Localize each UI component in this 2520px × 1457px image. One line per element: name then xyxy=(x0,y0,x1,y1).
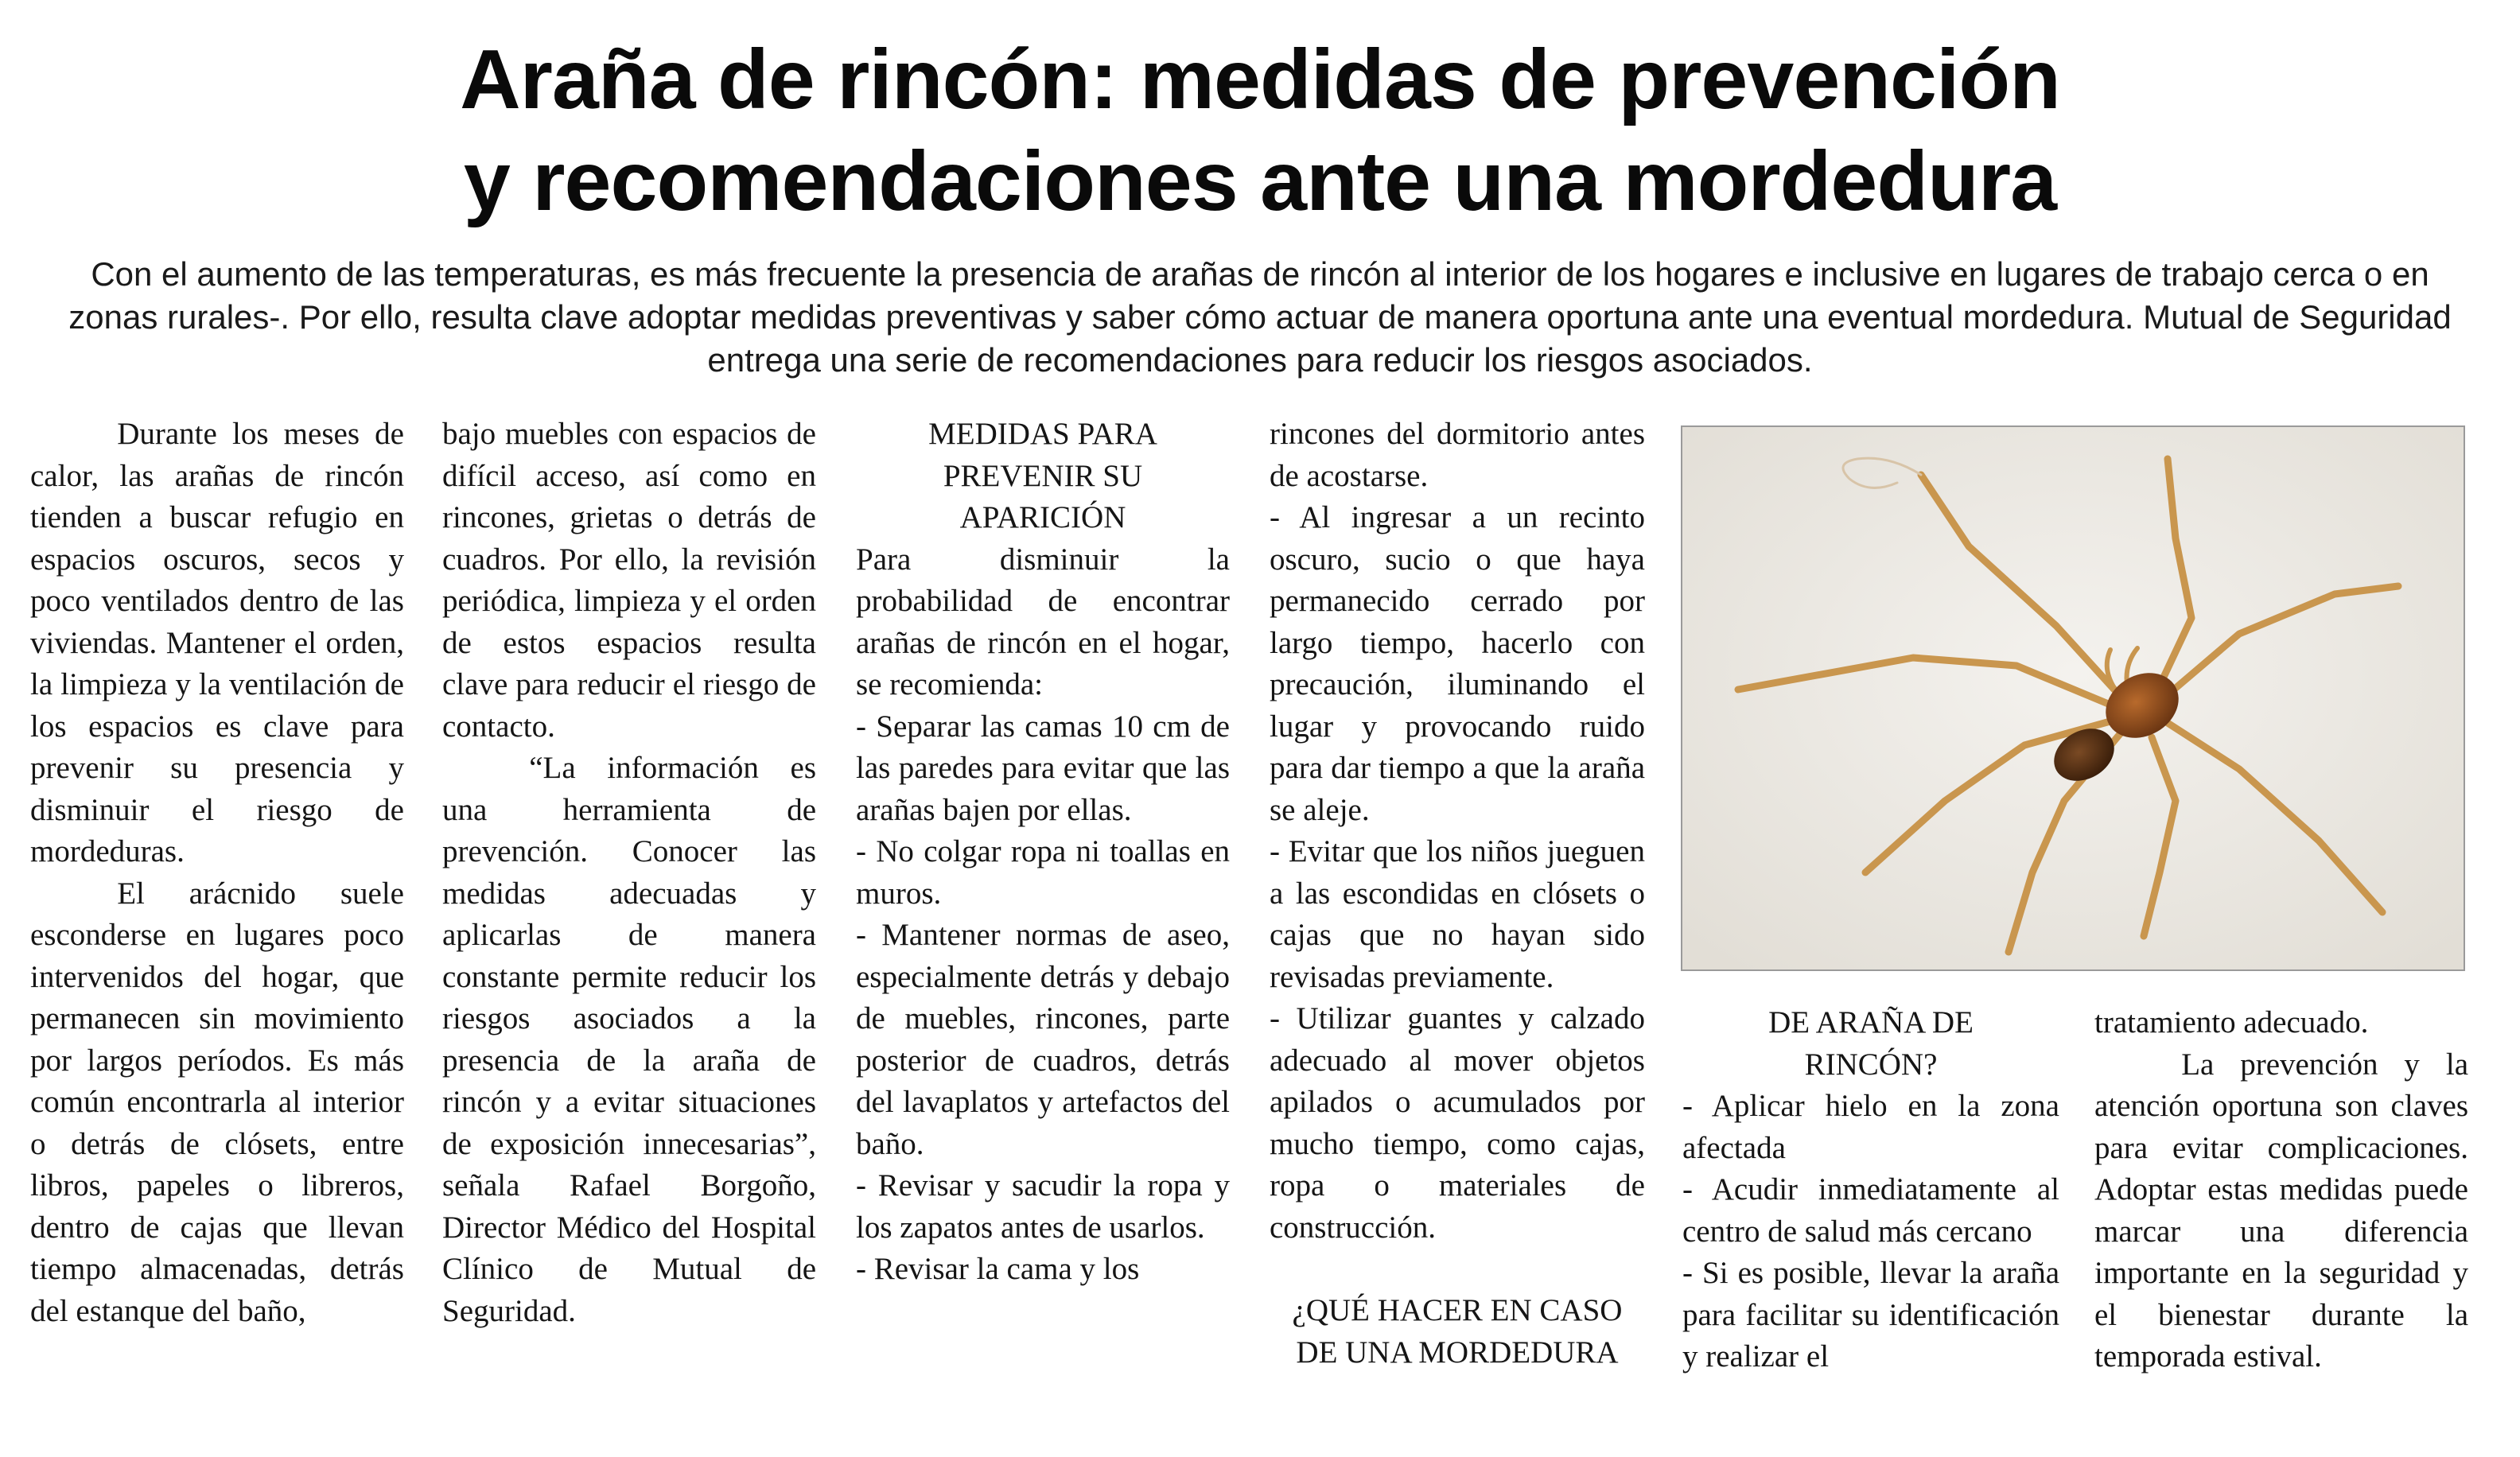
spacer xyxy=(1270,1249,1645,1290)
headline-line-2: y recomendaciones ante una mordedura xyxy=(463,134,2057,228)
subhead-line: ¿QUÉ HACER EN CASO xyxy=(1292,1293,1623,1327)
spider-photo xyxy=(1681,425,2465,971)
bullet-item: - Evitar que los niños jueguen a las escondidas en clósets o cajas que no hayan sido revisadas previamente. xyxy=(1270,834,1645,994)
paragraph: Durante los meses de calor, las arañas de rincón tienden a buscar refugio en espacios oscuros, secos y poco ventilados dentro de las viviendas. Mantener el orden, la limpieza y la ventilación de los espacios es clave para prevenir su presencia y disminuir el riesgo de mordeduras. xyxy=(30,417,404,868)
bullet-item: - Revisar la cama y los xyxy=(856,1252,1140,1286)
bullet-item: - Utilizar guantes y calzado adecuado al mover objetos apilados o acumulados por mucho tiempo, como cajas, ropa o materiales de construcción. xyxy=(1270,1001,1645,1245)
paragraph: Para disminuir la probabilidad de encontrar arañas de rincón en el hogar, se recomienda: xyxy=(856,542,1230,701)
bullet-item: - No colgar ropa ni toallas en muros. xyxy=(856,834,1230,911)
bullet-item: - Separar las camas 10 cm de las paredes para evitar que las arañas bajen por ellas. xyxy=(856,709,1230,827)
bullet-item: - Acudir inmediatamente al centro de salud más cercano xyxy=(1682,1172,2059,1249)
subhead-line: PREVENIR SU xyxy=(943,458,1143,493)
paragraph: bajo muebles con espacios de difícil acceso, así como en rincones, grietas o detrás de cuadros. Por ello, la revisión periódica, limpieza y el orden de estos espacios resulta clave para reducir el riesgo de contacto. xyxy=(442,417,816,744)
subhead-line: DE ARAÑA DE xyxy=(1768,1005,1974,1039)
paragraph: La prevención y la atención oportuna son claves para evitar complicaciones. Adoptar estas medidas puede marcar una diferencia importante en la seguridad y el bienestar durante la temporada estival. xyxy=(2094,1047,2468,1373)
bullet-item: - Si es posible, llevar la araña para facilitar su identificación y realizar el xyxy=(1682,1256,2059,1373)
headline xyxy=(0,29,2520,232)
subhead-bite-continued xyxy=(1682,1002,2059,1086)
subhead-prevention xyxy=(856,414,1230,539)
bullet-item: - Aplicar hielo en la zona afectada xyxy=(1682,1089,2059,1165)
paragraph: rincones del dormitorio antes de acostarse. xyxy=(1270,417,1645,493)
subhead-line: APARICIÓN xyxy=(959,500,1126,534)
column-5 xyxy=(1682,1002,2059,1378)
subhead-line: RINCÓN? xyxy=(1804,1047,1938,1082)
quote-paragraph: “La información es una herramienta de prevención. Conocer las medidas adecuadas y aplicarlas de manera constante permite reducir los riesgos asociados a la presencia de la araña de rincón y a evitar situaciones de exposición innecesarias”, señala Rafael Borgoño, Director Médico del Hospital Clínico de Mutual de Seguridad. xyxy=(442,751,816,1328)
bullet-item: - Al ingresar a un recinto oscuro, sucio o que haya permanecido cerrado por largo tiempo, hacerlo con precaución, iluminando el lugar y provocando ruido para dar tiempo a que la araña se aleje. xyxy=(1270,500,1645,827)
subhead-line: MEDIDAS PARA xyxy=(928,417,1157,451)
column-3 xyxy=(856,414,1230,1291)
photo-background xyxy=(1682,427,2465,971)
bullet-item: - Mantener normas de aseo, especialmente detrás y debajo de muebles, rincones, parte posterior de cuadros, detrás del lavaplatos y artefactos del baño. xyxy=(856,918,1230,1161)
subhead-line: DE UNA MORDEDURA xyxy=(1296,1335,1619,1370)
paragraph: El arácnido suele esconderse en lugares poco intervenidos del hogar, que permanecen sin movimiento por largos períodos. Es más común encontrarla al interior o detrás de clósets, entre libros, papeles o libreros, dentro de cajas que llevan tiempo almacenadas, detrás del estanque del baño, xyxy=(30,876,404,1328)
column-4 xyxy=(1270,414,1645,1373)
paragraph: tratamiento adecuado. xyxy=(2094,1005,2369,1039)
subhead-bite xyxy=(1270,1290,1645,1373)
deck-summary: Con el aumento de las temperaturas, es más frecuente la presencia de arañas de rincón al interior de los hogares e inclusive en lugares de trabajo cerca o en zonas rurales-. Por ello, resulta clave adoptar medidas preventivas y saber cómo actuar de manera oportuna ante una eventual mordedura. Mutual de Seguridad entrega una serie de recomendaciones para reducir los riesgos asociados. xyxy=(68,255,2452,379)
headline-line-1: Araña de rincón: medidas de prevención xyxy=(460,33,2060,126)
column-2 xyxy=(442,414,816,1332)
column-6 xyxy=(2094,1002,2468,1378)
spider-illustration xyxy=(1682,427,2465,971)
bullet-item: - Revisar y sacudir la ropa y los zapatos antes de usarlos. xyxy=(856,1168,1230,1245)
column-1 xyxy=(30,414,404,1332)
